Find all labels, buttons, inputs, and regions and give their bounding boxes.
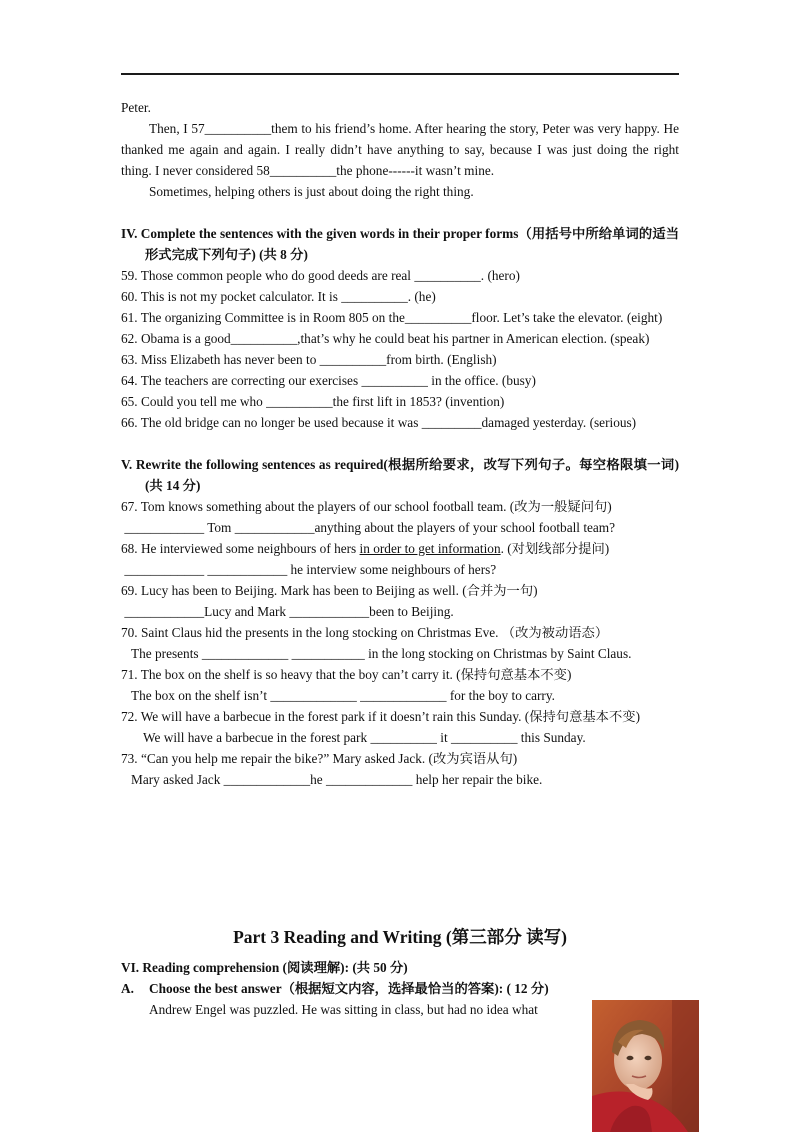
answer-70: The presents _____________ ___________ in the long stocking on Christmas by Saint Claus. [131,646,632,661]
question-73: 73. “Can you help me repair the bike?” Mary asked Jack. (改为宾语从句) [121,751,518,766]
question-63: 63. Miss Elizabeth has never been to __________from birth. (English) [121,352,497,367]
passage-line: Peter. [121,100,151,115]
question-64: 64. The teachers are correcting our exercises __________ in the office. (busy) [121,373,536,388]
section-4-heading: IV. Complete the sentences with the given words in their proper forms（用括号中所给单词的适当形式完成下列句子) (共 8 分) [121,226,679,262]
answer-67: ____________ Tom ____________anything about the players of your school football team? [121,520,616,535]
answer-73: Mary asked Jack _____________he _____________ help her repair the bike. [131,772,543,787]
question-70: 70. Saint Claus hid the presents in the long stocking on Christmas Eve. （改为被动语态） [121,625,609,640]
question-59: 59. Those common people who do good deeds are real __________. (hero) [121,268,520,283]
question-69: 69. Lucy has been to Beijing. Mark has been to Beijing as well. (合并为一句) [121,583,538,598]
question-68-instruction: . (对划线部分提问) [500,541,610,556]
question-68 [121,538,679,559]
section-5-heading: V. Rewrite the following sentences as required(根据所给要求，改写下列句子。每空格限填一词) (共 14 分) [121,457,679,493]
subsection-a-heading [121,978,591,999]
subsection-a-text: Choose the best answer（根据短文内容，选择最恰当的答案): ( 12 分) [149,981,549,996]
header-rule [121,73,679,75]
question-66: 66. The old bridge can no longer be used because it was _________damaged yesterday. (serious) [121,415,637,430]
question-68-text: 68. He interviewed some neighbours of hers [121,541,360,556]
section-6-heading: VI. Reading comprehension (阅读理解): (共 50 分) [121,960,408,975]
question-62: 62. Obama is a good__________,that’s why he could beat his partner in American election. (speak) [121,331,650,346]
passage-paragraph: Sometimes, helping others is just about doing the right thing. [149,184,474,199]
passage-paragraph: Then, I 57__________them to his friend’s home. After hearing the story, Peter was very happy. He thanked me again and again. I really didn’t have anything to say, because I was just doing the right thing. I never considered 58__________the phone------it wasn’t mine. [121,121,679,178]
answer-69: ____________Lucy and Mark ____________been to Beijing. [121,604,454,619]
answer-68: ____________ ____________ he interview some neighbours of hers? [121,562,497,577]
page-content [121,97,679,790]
part-3-title: Part 3 Reading and Writing (第三部分 读写) [233,927,567,947]
question-67: 67. Tom knows something about the players of our school football team. (改为一般疑问句) [121,499,612,514]
answer-71: The box on the shelf isn’t _____________ _____________ for the boy to carry. [131,688,555,703]
question-60: 60. This is not my pocket calculator. It is __________. (he) [121,289,436,304]
underlined-phrase: in order to get information [359,541,501,556]
subsection-label: A. [121,981,134,996]
part-3-content [121,957,591,1020]
question-65: 65. Could you tell me who __________the first lift in 1853? (invention) [121,394,505,409]
question-71: 71. The box on the shelf is so heavy that the boy can’t carry it. (保持句意基本不变) [121,667,572,682]
question-72: 72. We will have a barbecue in the forest park if it doesn’t rain this Sunday. (保持句意基本不变) [121,709,640,724]
boy-photo [592,1000,699,1132]
reading-passage-start: Andrew Engel was puzzled. He was sitting in class, but had no idea what [149,1002,538,1017]
answer-72: We will have a barbecue in the forest park __________ it __________ this Sunday. [143,730,586,745]
question-61: 61. The organizing Committee is in Room 805 on the__________floor. Let’s take the elevator. (eight) [121,310,663,325]
